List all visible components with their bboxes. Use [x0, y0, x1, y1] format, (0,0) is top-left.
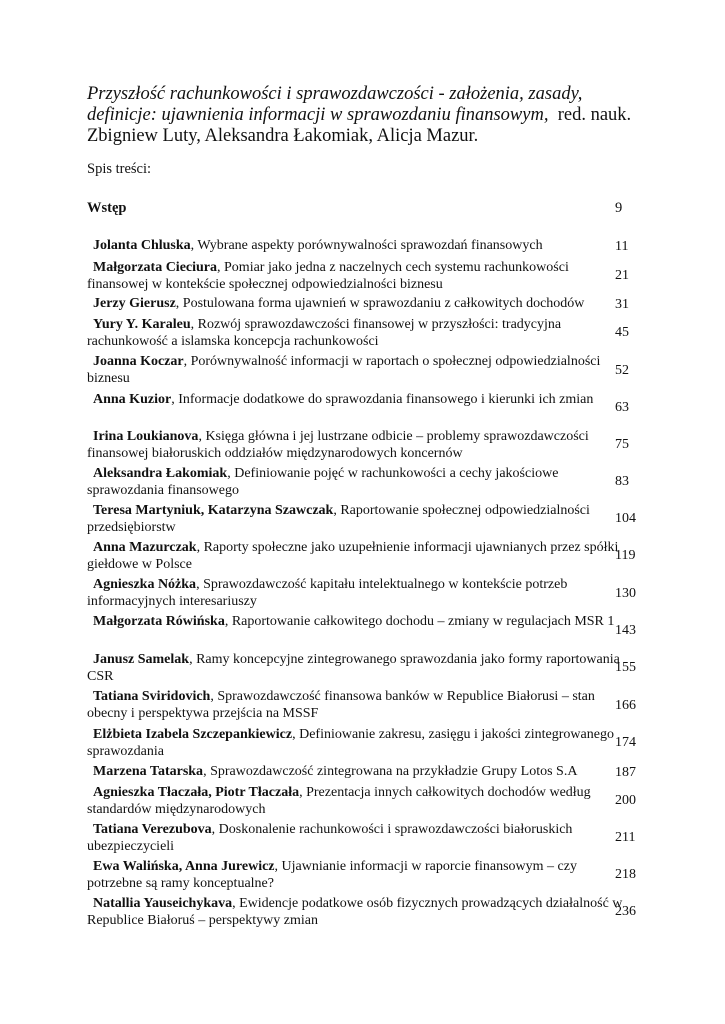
entry-authors: Joanna Koczar [93, 354, 184, 369]
entry-page-number: 174 [615, 735, 636, 750]
entry-page-number: 83 [615, 474, 629, 489]
entry-title: , Definiowanie zakresu, zasięgu i jakości zintegrowanego sprawozdania [87, 727, 614, 759]
book-editors: red. nauk. Zbigniew Luty, Aleksandra Łakomiak, Alicja Mazur. [87, 105, 632, 146]
entry-title: , Raportowanie społecznej odpowiedzialności przedsiębiorstw [87, 503, 590, 535]
entry-page-number: 11 [615, 239, 629, 254]
entry-page-number: 187 [615, 765, 636, 780]
toc-entry [87, 238, 623, 255]
entry-authors: Tatiana Sviridovich [93, 689, 211, 704]
entry-authors: Anna Mazurczak [93, 540, 197, 555]
entry-title: , Sprawozdawczość kapitału intelektualnego w kontekście potrzeb informacyjnych interesariuszy [87, 577, 568, 609]
toc-entry [87, 429, 623, 462]
entry-title: , Rozwój sprawozdawczości finansowej w przyszłości: tradycyjna rachunkowość a islamska koncepcja rachunkowości [87, 317, 562, 349]
entry-page-number: 21 [615, 268, 629, 283]
entry-authors: Teresa Martyniuk, Katarzyna Szawczak [93, 503, 334, 518]
entry-authors: Natallia Yauseichykava [93, 896, 233, 911]
toc-entry [87, 466, 623, 499]
entry-title: , Ewidencje podatkowe osób fizycznych prowadzących działalność w Republice Białoruś – perspektywy zmian [87, 896, 623, 928]
entry-title: , Wybrane aspekty porównywalności sprawozdań finansowych [190, 238, 543, 253]
toc-entry [87, 896, 623, 929]
toc-entry [87, 296, 623, 313]
entry-page-number: 31 [615, 297, 629, 312]
entry-page-number: 104 [615, 511, 636, 526]
entry-page-number: 119 [615, 548, 636, 563]
toc-entry [87, 577, 623, 610]
toc-entry [87, 689, 623, 722]
entry-authors: Anna Kuzior [93, 392, 172, 407]
entry-title: , Sprawozdawczość zintegrowana na przykładzie Grupy Lotos S.A [203, 764, 578, 779]
intro-label: Wstęp [87, 200, 127, 216]
entry-title: , Prezentacja innych całkowitych dochodów według standardów międzynarodowych [87, 785, 591, 817]
entry-page-number: 130 [615, 586, 636, 601]
toc-entry [87, 859, 623, 892]
entry-title: , Definiowanie pojęć w rachunkowości a cechy jakościowe sprawozdania finansowego [87, 466, 559, 498]
toc-entry [87, 317, 623, 350]
entry-authors: Elżbieta Izabela Szczepankiewicz [93, 727, 293, 742]
entry-authors: Yury Y. Karaleu [93, 317, 191, 332]
entry-page-number: 200 [615, 793, 636, 808]
entry-authors: Jolanta Chluska [93, 238, 191, 253]
toc-entry [87, 785, 623, 818]
entry-page-number: 155 [615, 660, 636, 675]
toc-entry [87, 260, 623, 293]
entry-authors: Agnieszka Nóżka [93, 577, 197, 592]
entry-title: , Informacje dodatkowe do sprawozdania finansowego i kierunki ich zmian [171, 392, 594, 407]
entry-page-number: 166 [615, 698, 636, 713]
toc-entry [87, 354, 623, 387]
entry-title: , Porównywalność informacji w raportach o społecznej odpowiedzialności biznesu [87, 354, 601, 386]
entry-authors: Ewa Walińska, Anna Jurewicz [93, 859, 275, 874]
entry-page-number: 236 [615, 904, 636, 919]
entry-title: , Ramy koncepcyjne zintegrowanego sprawozdania jako formy raportowania CSR [87, 652, 620, 684]
entry-page-number: 52 [615, 363, 629, 378]
entry-page-number: 63 [615, 400, 629, 415]
entry-page-number: 218 [615, 867, 636, 882]
entry-title: , Postulowana forma ujawnień w sprawozdaniu z całkowitych dochodów [175, 296, 585, 311]
entry-authors: Marzena Tatarska [93, 764, 204, 779]
entry-page-number: 211 [615, 830, 636, 845]
entry-authors: Tatiana Verezubova [93, 822, 212, 837]
entry-authors: Agnieszka Tłaczała, Piotr Tłaczała [93, 785, 300, 800]
entry-title: , Sprawozdawczość finansowa banków w Republice Białorusi – stan obecny i perspektywa przejścia na MSSF [87, 689, 595, 721]
toc-entry [87, 727, 623, 760]
entry-title: , Raportowanie całkowitego dochodu – zmiany w regulacjach MSR 1 [224, 614, 615, 629]
toc-entry [87, 764, 623, 781]
entry-authors: Jerzy Gierusz [93, 296, 176, 311]
entry-title: , Księga główna i jej lustrzane odbicie – problemy sprawozdawczości finansowej białoruskich oddziałów międzynarodowych koncernów [87, 429, 589, 461]
entry-authors: Małgorzata Cieciura [93, 260, 218, 275]
entry-title: , Pomiar jako jedna z naczelnych cech systemu rachunkowości finansowej w kontekście społecznej odpowiedzialności biznesu [87, 260, 569, 292]
entry-authors: Małgorzata Rówińska [93, 614, 225, 629]
entry-title: , Doskonalenie rachunkowości i sprawozdawczości białoruskich ubezpieczycieli [87, 822, 573, 854]
entry-authors: Janusz Samelak [93, 652, 190, 667]
toc-entry [87, 652, 623, 685]
entry-title: , Ujawnianie informacji w raporcie finansowym – czy potrzebne są ramy konceptualne? [87, 859, 577, 891]
toc-entry [87, 614, 623, 631]
entry-page-number: 143 [615, 623, 636, 638]
entry-authors: Irina Loukianova [93, 429, 199, 444]
toc-entry [87, 503, 623, 536]
toc-entry [87, 822, 623, 855]
entry-title: , Raporty społeczne jako uzupełnienie informacji ujawnianych przez spółki giełdowe w Polsce [87, 540, 619, 572]
toc-heading: Spis treści: [87, 161, 152, 177]
entry-page-number: 45 [615, 325, 629, 340]
toc-entry [87, 540, 623, 573]
intro-page-number: 9 [615, 200, 623, 216]
entry-authors: Aleksandra Łakomiak [93, 466, 228, 481]
book-title-italic: Przyszłość rachunkowości i sprawozdawczości - założenia, zasady, definicje: ujawnienia informacji w sprawozdaniu finansowym, [87, 84, 583, 125]
entry-page-number: 75 [615, 437, 629, 452]
toc-entry [87, 392, 623, 409]
